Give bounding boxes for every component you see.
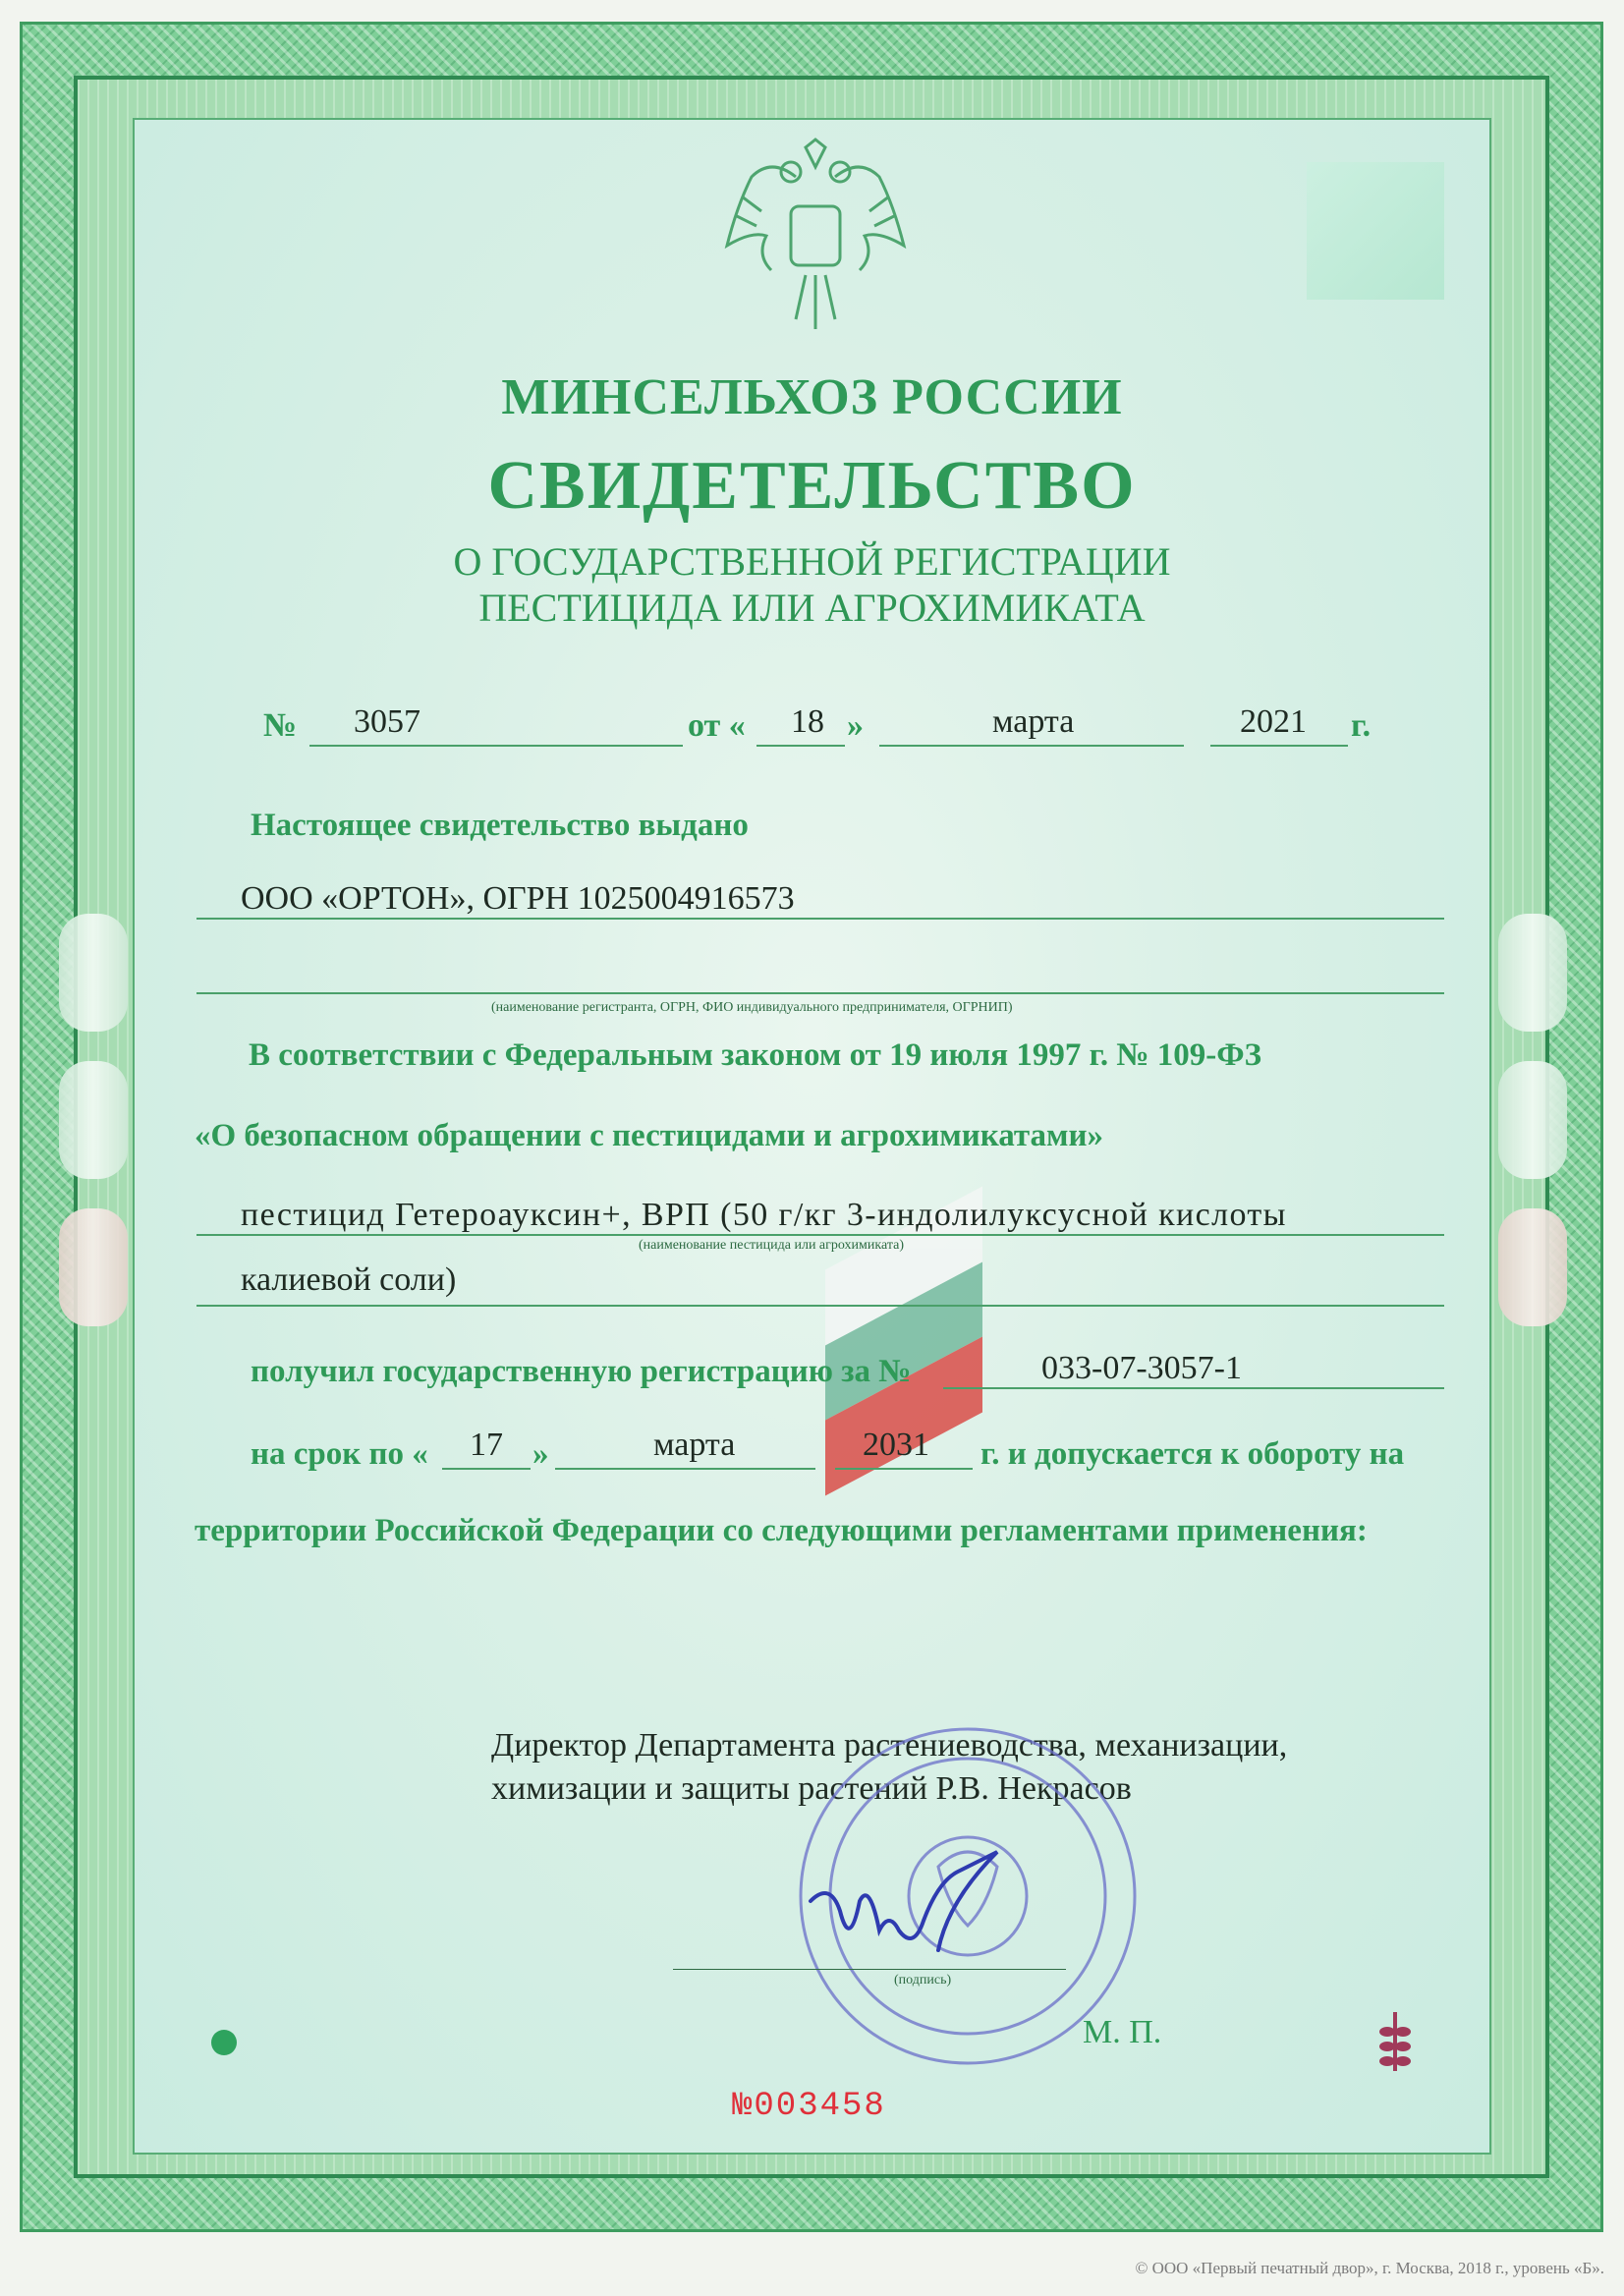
- year-suffix: г.: [1351, 707, 1372, 744]
- signature-caption: (подпись): [894, 1973, 952, 1988]
- term-year: 2031: [863, 1427, 929, 1463]
- law-reference-line-1: В соответствии с Федеральным законом от 19 июля 1997 г. № 109-ФЗ: [249, 1037, 1262, 1073]
- underline: [196, 918, 1444, 920]
- product-line-2: калиевой соли): [241, 1261, 457, 1298]
- underline: [196, 992, 1444, 994]
- seal-place-label: М. П.: [1083, 2014, 1162, 2050]
- right-ribbon-decoration: [1498, 1061, 1567, 1179]
- issued-label: Настоящее свидетельство выдано: [251, 808, 749, 843]
- document-title: СВИДЕТЕЛЬСТВО: [487, 448, 1137, 524]
- ministry-name: МИНСЕЛЬХОЗ РОССИИ: [501, 369, 1123, 425]
- underline: [943, 1387, 1444, 1389]
- right-ribbon-decoration: [1498, 914, 1567, 1032]
- left-ribbon-decoration: [59, 914, 128, 1032]
- underline: [1210, 745, 1348, 747]
- right-ribbon-decoration: [1498, 1208, 1567, 1326]
- product-caption: (наименование пестицида или агрохимиката): [639, 1238, 904, 1253]
- underline: [555, 1468, 815, 1470]
- registrant-caption: (наименование регистранта, ОГРН, ФИО индивидуального предпринимателя, ОГРНИП): [491, 1000, 1013, 1015]
- subtitle-line-2: ПЕСТИЦИДА ИЛИ АГРОХИМИКАТА: [478, 586, 1146, 630]
- registrant-name: ООО «ОРТОН», ОГРН 1025004916573: [241, 880, 795, 917]
- term-prefix: на срок по «: [251, 1436, 428, 1472]
- left-ribbon-decoration: [59, 1061, 128, 1179]
- printer-footer: © ООО «Первый печатный двор», г. Москва, 2018 г., уровень «Б».: [1135, 2259, 1604, 2277]
- term-day: 17: [470, 1427, 503, 1463]
- date-from-label: от «: [688, 707, 746, 744]
- product-line-1: пестицид Гетероауксин+, ВРП (50 г/кг 3-индолилуксусной кислоты: [241, 1197, 1287, 1233]
- term-day-close: »: [532, 1436, 549, 1472]
- registration-month: марта: [992, 703, 1075, 740]
- coat-of-arms-emblem: [712, 138, 919, 334]
- registration-year: 2021: [1240, 703, 1307, 740]
- handwritten-signature: [801, 1842, 1056, 1980]
- underline: [196, 1234, 1444, 1236]
- green-dot-marker: [211, 2030, 237, 2055]
- signatory-line-1: Директор Департамента растениеводства, механизации,: [491, 1727, 1288, 1764]
- hologram-square: [1307, 162, 1444, 300]
- underline: [879, 745, 1184, 747]
- underline: [196, 1305, 1444, 1307]
- underline: [835, 1468, 973, 1470]
- underline: [756, 745, 845, 747]
- date-day-close: »: [847, 707, 864, 744]
- registration-number: 3057: [354, 703, 420, 740]
- subtitle-line-1: О ГОСУДАРСТВЕННОЙ РЕГИСТРАЦИИ: [453, 539, 1171, 584]
- underline: [309, 745, 683, 747]
- term-suffix: г. и допускается к обороту на: [980, 1436, 1405, 1472]
- term-month: марта: [653, 1427, 736, 1463]
- state-registration-number: 033-07-3057-1: [1041, 1350, 1242, 1386]
- registration-day: 18: [791, 703, 824, 740]
- underline: [442, 1468, 531, 1470]
- number-label: №: [263, 707, 298, 744]
- signatory-line-2: химизации и защиты растений Р.В. Некрасов: [491, 1770, 1132, 1807]
- certificate-serial-number: №003458: [732, 2088, 886, 2125]
- law-reference-line-2: «О безопасном обращении с пестицидами и агрохимикатами»: [195, 1118, 1103, 1153]
- printer-logo-icon: [1375, 2007, 1415, 2076]
- state-registration-label: получил государственную регистрацию за №: [251, 1354, 912, 1389]
- territory-line: территории Российской Федерации со следующими регламентами применения:: [195, 1513, 1368, 1548]
- left-ribbon-decoration: [59, 1208, 128, 1326]
